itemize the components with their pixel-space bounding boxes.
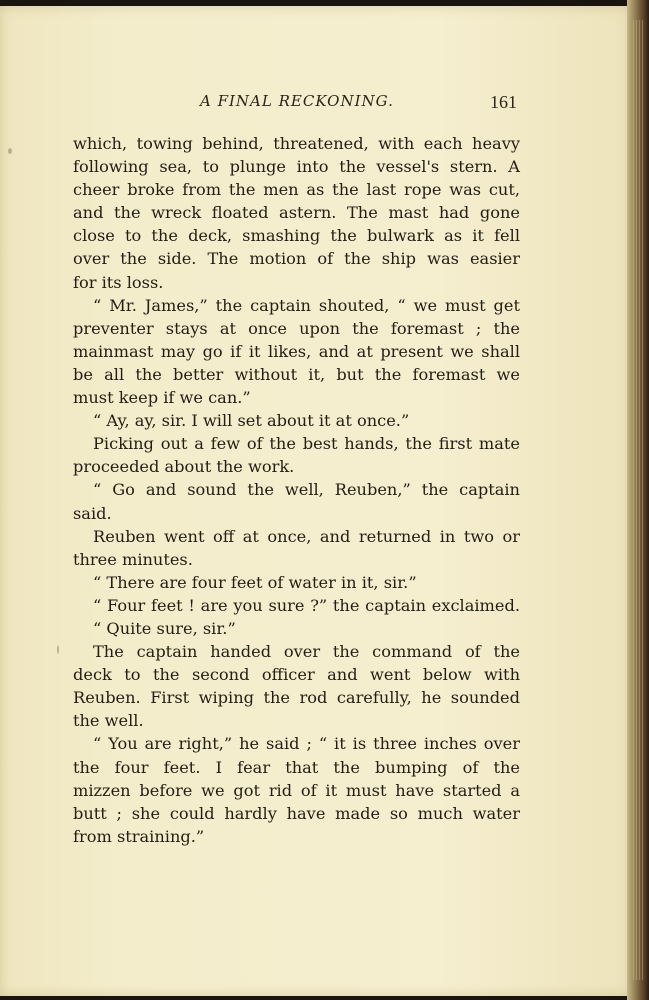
running-title: A FINAL RECKONING. bbox=[200, 92, 394, 110]
text-line: for its loss. bbox=[73, 272, 164, 292]
text-line: Reuben. First wiping the rod carefully, he sounded bbox=[73, 688, 520, 708]
text-line: deck to the second officer and went below with bbox=[73, 665, 520, 685]
text-line: “ Quite sure, sir.” bbox=[93, 618, 236, 638]
page-edge-texture bbox=[633, 20, 645, 980]
body-text bbox=[73, 132, 520, 848]
text-line: “ You are right,” he said ; “ it is three inches over bbox=[93, 734, 520, 754]
page-number: 161 bbox=[490, 92, 517, 112]
text-line: said. bbox=[73, 503, 112, 523]
page-edge bbox=[627, 0, 649, 1000]
text-line: must keep if we can.” bbox=[73, 388, 251, 408]
text-line: proceeded about the work. bbox=[73, 457, 295, 477]
text-line: The captain handed over the command of the bbox=[93, 642, 520, 662]
text-line: “ Four feet ! are you sure ?” the captain exclaimed. bbox=[93, 595, 520, 615]
text-line: mainmast may go if it likes, and at present we shall bbox=[73, 341, 520, 361]
text-line: over the side. The motion of the ship was easier bbox=[73, 249, 520, 269]
text-line: mizzen before we got rid of it must have started a bbox=[73, 780, 520, 800]
text-line: the four feet. I fear that the bumping of the bbox=[73, 757, 520, 777]
text-line: three minutes. bbox=[73, 549, 193, 569]
text-line: close to the deck, smashing the bulwark as it fell bbox=[73, 226, 520, 246]
text-line: the well. bbox=[73, 711, 144, 731]
text-line: be all the better without it, but the foremast we bbox=[73, 364, 520, 384]
paper-speck bbox=[8, 148, 12, 154]
paper-speck bbox=[57, 645, 59, 654]
text-line: preventer stays at once upon the foremast ; the bbox=[73, 318, 520, 338]
text-line: and the wreck floated astern. The mast had gone bbox=[73, 203, 520, 223]
text-line: Reuben went off at once, and returned in two or bbox=[93, 526, 520, 546]
text-line: following sea, to plunge into the vessel's stern. A bbox=[73, 157, 520, 177]
text-line: cheer broke from the men as the last rope was cut, bbox=[73, 180, 520, 200]
text-line: “ There are four feet of water in it, sir.” bbox=[93, 572, 417, 592]
text-line: “ Go and sound the well, Reuben,” the captain bbox=[93, 480, 520, 500]
text-line: which, towing behind, threatened, with each heavy bbox=[73, 134, 520, 153]
text-line: Picking out a few of the best hands, the first mate bbox=[93, 434, 520, 454]
text-line: “ Mr. James,” the captain shouted, “ we must get bbox=[93, 295, 520, 315]
text-line: from straining.” bbox=[73, 826, 205, 846]
text-line: “ Ay, ay, sir. I will set about it at once.” bbox=[93, 411, 410, 431]
text-line: butt ; she could hardly have made so much water bbox=[73, 803, 520, 823]
